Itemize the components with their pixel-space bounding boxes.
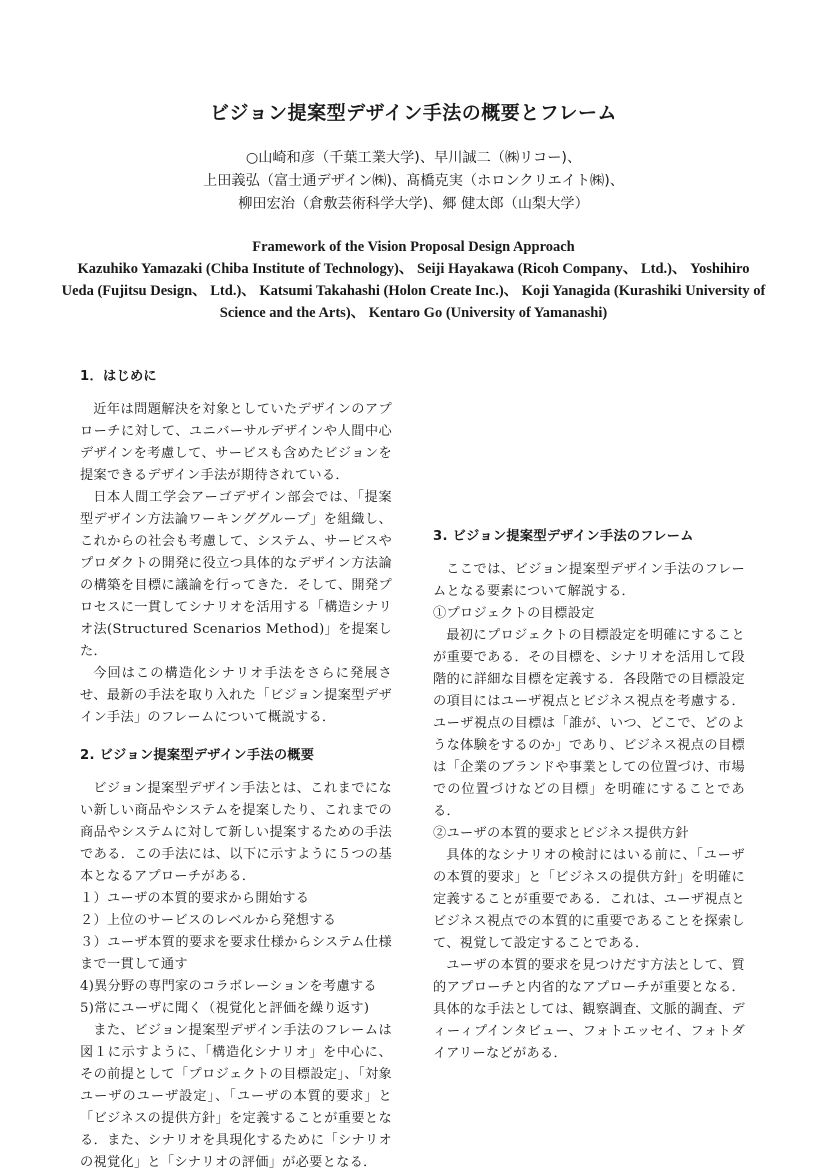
list-item: ２）上位のサービスのレベルから発想する [80, 913, 337, 928]
paragraph: 具体的なシナリオの検討にはいる前に、「ユーザの本質的要求」と「ビジネスの提供方針」を明確に定義することが重要である．これは、ユーザ視点とビジネス視点での本質的に重要であることを探索して、視覚して設定することである． [433, 848, 745, 951]
paragraph: ユーザの本質的要求を見つけだす方法として、質的アプローチと内省的なアプローチが重要となる．具体的な手法としては、観察調査、文脈的調査、ディーィプインタビュー、フォトエッセイ、フォトダイアリーなどがある． [433, 958, 745, 1061]
author-line: ○山崎和彦（千葉工業大学)、早川誠二（㈱リコー)、 [245, 150, 582, 166]
list-item: １）ユーザの本質的要求から開始する [80, 891, 310, 906]
paragraph: ビジョン提案型デザイン手法とは、これまでにない新しい商品やシステムを提案したり、これまでの商品やシステムに対して新しい提案するための手法である．この手法には、以下に示すように５つの基本となるアプローチがある． [80, 781, 392, 884]
author-line: 上田義弘（富士通デザイン㈱)、髙橋克実（ホロンクリエイト㈱)、 [203, 173, 624, 189]
section-heading: 2. ビジョン提案型デザイン手法の概要 [80, 748, 315, 763]
list-item: 4)異分野の専門家のコラボレーションを考慮する [80, 979, 377, 994]
paragraph: ここでは、ビジョン提案型デザイン手法のフレームとなる要素について解説する． [433, 562, 745, 599]
list-item: ３）ユーザ本質的要求を要求仕様からシステム仕様まで一貫して通す [80, 935, 392, 972]
author-list-ja [0, 147, 827, 216]
subheading: ①プロジェクトの目標設定 [433, 606, 595, 621]
right-column [433, 366, 745, 1065]
section-heading: 1．はじめに [80, 369, 157, 384]
subheading: ②ユーザの本質的要求とビジネス提供方針 [433, 826, 689, 841]
paragraph: 日本人間工学会アーゴデザイン部会では、「提案型デザイン方法論ワーキンググループ」を組織し、これからの社会も考慮して、システム、サービスやプロダクトの開発に役立つ具体的なデザイン方法論の構築を目標に議論を行ってきた．そして、開発プロセスに一貫してシナリオを活用する「構造シナリオ法(Structured Scenarios Method)」を提案した． [80, 490, 392, 659]
list-item: 5)常にユーザに聞く（視覚化と評価を繰り返す) [80, 1001, 370, 1016]
section-heading: 3. ビジョン提案型デザイン手法のフレーム [433, 529, 694, 544]
paragraph: また、ビジョン提案型デザイン手法のフレームは図１に示すように、「構造化シナリオ」を中心に、その前提として「プロジェクトの目標設定」、「対象ユーザのユーザ設定」、「ユーザの本質的要求」と「ビジネスの提供方針」を定義することが重要となる．また、シナリオを具現化するために「シナリオの視覚化」と「シナリオの評価」が必要となる． [80, 1023, 392, 1170]
paper-title-ja: ビジョン提案型デザイン手法の概要とフレーム [209, 102, 618, 124]
paragraph: 今回はこの構造化シナリオ手法をさらに発展させ、最新の手法を取り入れた「ビジョン提案型デザイン手法」のフレームについて概説する． [80, 666, 392, 725]
paper-title-en: Framework of the Vision Proposal Design Approach [252, 239, 575, 255]
left-column [80, 366, 392, 1174]
paragraph: 最初にプロジェクトの目標設定を明確にすることが重要である．その目標を、シナリオを活用して段階的に詳細な目標を定義する．各段階での目標設定の項目にはユーザ視点とビジネス視点を考慮する．ユーザ視点の目標は「誰が、いつ、どこで、どのような体験をするのか」であり、ビジネス視点の目標は「企業のブランドや事業としての位置づけ、市場での位置づけなどの目標」を明確にすることである． [433, 628, 745, 819]
paragraph: 近年は問題解決を対象としていたデザインのアプローチに対して、ユニバーサルデザインや人間中心デザインを考慮して、サービスも含めたビジョンを提案できるデザイン手法が期待されている． [80, 402, 392, 483]
author-list-en: Kazuhiko Yamazaki (Chiba Institute of Technology)、 Seiji Hayakawa (Ricoh Company、 Ltd.)、 Yoshihiro Ueda (Fujitsu Design、 Ltd.)、 Katsumi Takahashi (Holon Create Inc.)、 Koji Yanagida (Kurashiki University of Science and the Arts)、 Kentaro Go (University of Yamanashi) [61, 261, 766, 321]
author-line: 柳田宏治（倉敷芸術科学大学)、郷 健太郎（山梨大学） [238, 196, 589, 212]
